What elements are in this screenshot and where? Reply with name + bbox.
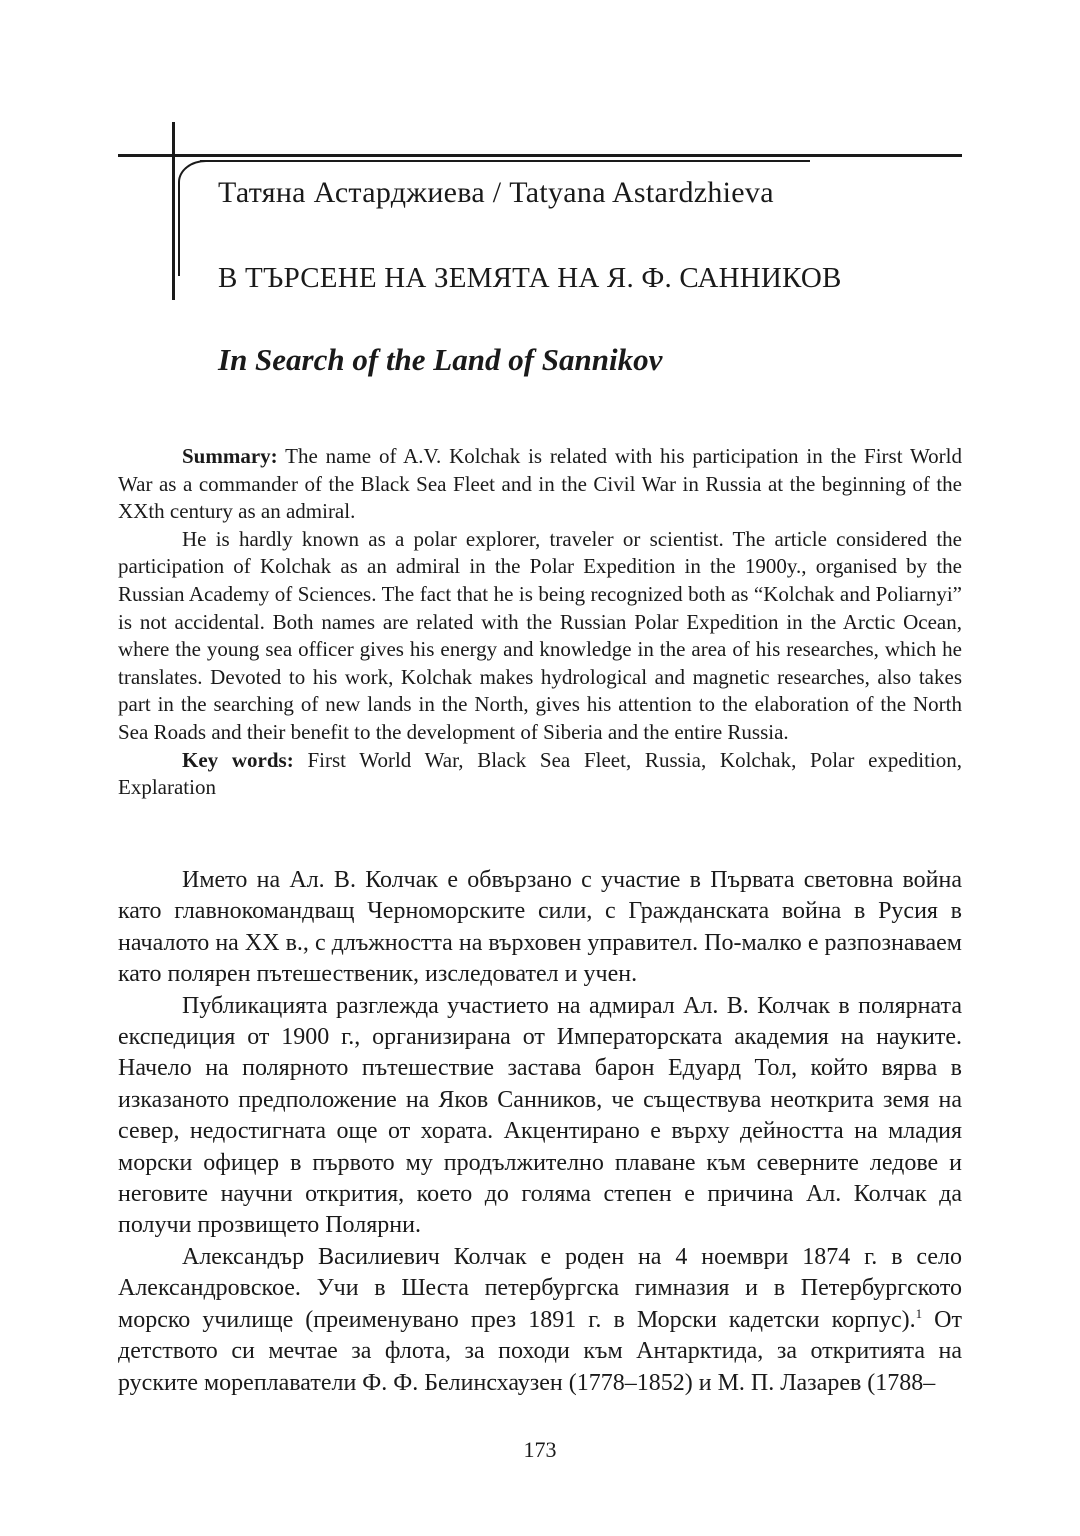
- article-body: [118, 865, 962, 1399]
- header-rule-vertical: [172, 122, 175, 300]
- summary-paragraph-2: He is hardly known as a polar explorer, traveler or scientist. The article considered the participation of Kolchak as an admiral in the Polar Expedition in the 1900y., organised by the Russian Academy of Sciences. The fact that he is being recognized both as “Kolchak and Poliarnyi” is not accidental. Both names are related with the Russian Polar Expedition in the Arctic Ocean, where the young sea officer gives his energy and knowledge in the area of his researches, which he translates. Devoted to his work, Kolchak makes hydrological and magnetic researches, also takes part in the searching of new lands in the North, gives his attention to the elaboration of the North Sea Roads and their benefit to the development of Siberia and the entire Russia.: [118, 526, 962, 744]
- summary-section: [118, 443, 962, 802]
- header-rule-horizontal: [118, 154, 962, 157]
- header-rule-inner-vertical: [178, 200, 180, 276]
- footnote-marker: 1: [915, 1305, 923, 1321]
- page-number: 173: [523, 1437, 557, 1462]
- body-paragraph-2: Публикацията разглежда участието на адмирал Ал. В. Колчак в полярната експедиция от 1900 г., организирана от Императорската академия на науките. Начело на полярното пътешествие застава барон Едуард Тол, който вярва в изказаното предположение на Яков Санников, че съществува неоткрита земя на север, недостигната още от хората. Акцентирано е върху дейността на младия морски офицер в първото му продължително плаване към северните ледове и неговите научни открития, което до голяма степен е причина Ал. Колчак да получи прозвището Полярни.: [118, 992, 962, 1239]
- body-paragraph-3-text: Александър Василиевич Колчак е роден на 4 ноември 1874 г. в село Александровское. Учи в Шеста петербургска гимназия и в Петербургското морско училище (преименувано през 1891 г. в Морски кадетски корпус).: [118, 1243, 962, 1333]
- keywords-text: First World War, Black Sea Fleet, Russia, Kolchak, Polar expedition, Explaration: [118, 747, 962, 800]
- keywords-paragraph: [118, 747, 962, 802]
- summary-label: Summary:: [182, 444, 278, 468]
- header-rule-inner: [200, 160, 810, 162]
- keywords-label: Key words:: [182, 747, 294, 772]
- article-title-bulgarian: В ТЪРСЕНЕ НА ЗЕМЯТА НА Я. Ф. САННИКОВ: [218, 262, 842, 294]
- header-rule-curve: [178, 160, 206, 220]
- article-title-english: In Search of the Land of Sannikov: [218, 342, 663, 377]
- summary-text: The name of A.V. Kolchak is related with his participation in the First World War as a commander of the Black Sea Fleet and in the Civil War in Russia at the beginning of the XXth century as an admiral.: [118, 444, 962, 524]
- summary-paragraph: [118, 443, 962, 526]
- body-paragraph-3: [118, 1242, 962, 1399]
- body-paragraph-1: Името на Ал. В. Колчак е обвързано с участие в Първата световна война като главнокомандващ Черноморските сили, с Гражданската война в Русия в началото на XX в., с длъжността на върховен управител. По-малко е разпознаваем като полярен пътешественик, изследовател и учен.: [118, 867, 962, 988]
- author-name: Татяна Астарджиева / Tatyana Astardzhieva: [218, 176, 774, 209]
- body-paragraph-3-continuation: От детството си мечтае за флота, за походи към Антарктида, за откритията на руските мореплаватели Ф. Ф. Белинсхаузен (1778–1852) и М. П. Лазарев (1788–: [118, 1306, 962, 1396]
